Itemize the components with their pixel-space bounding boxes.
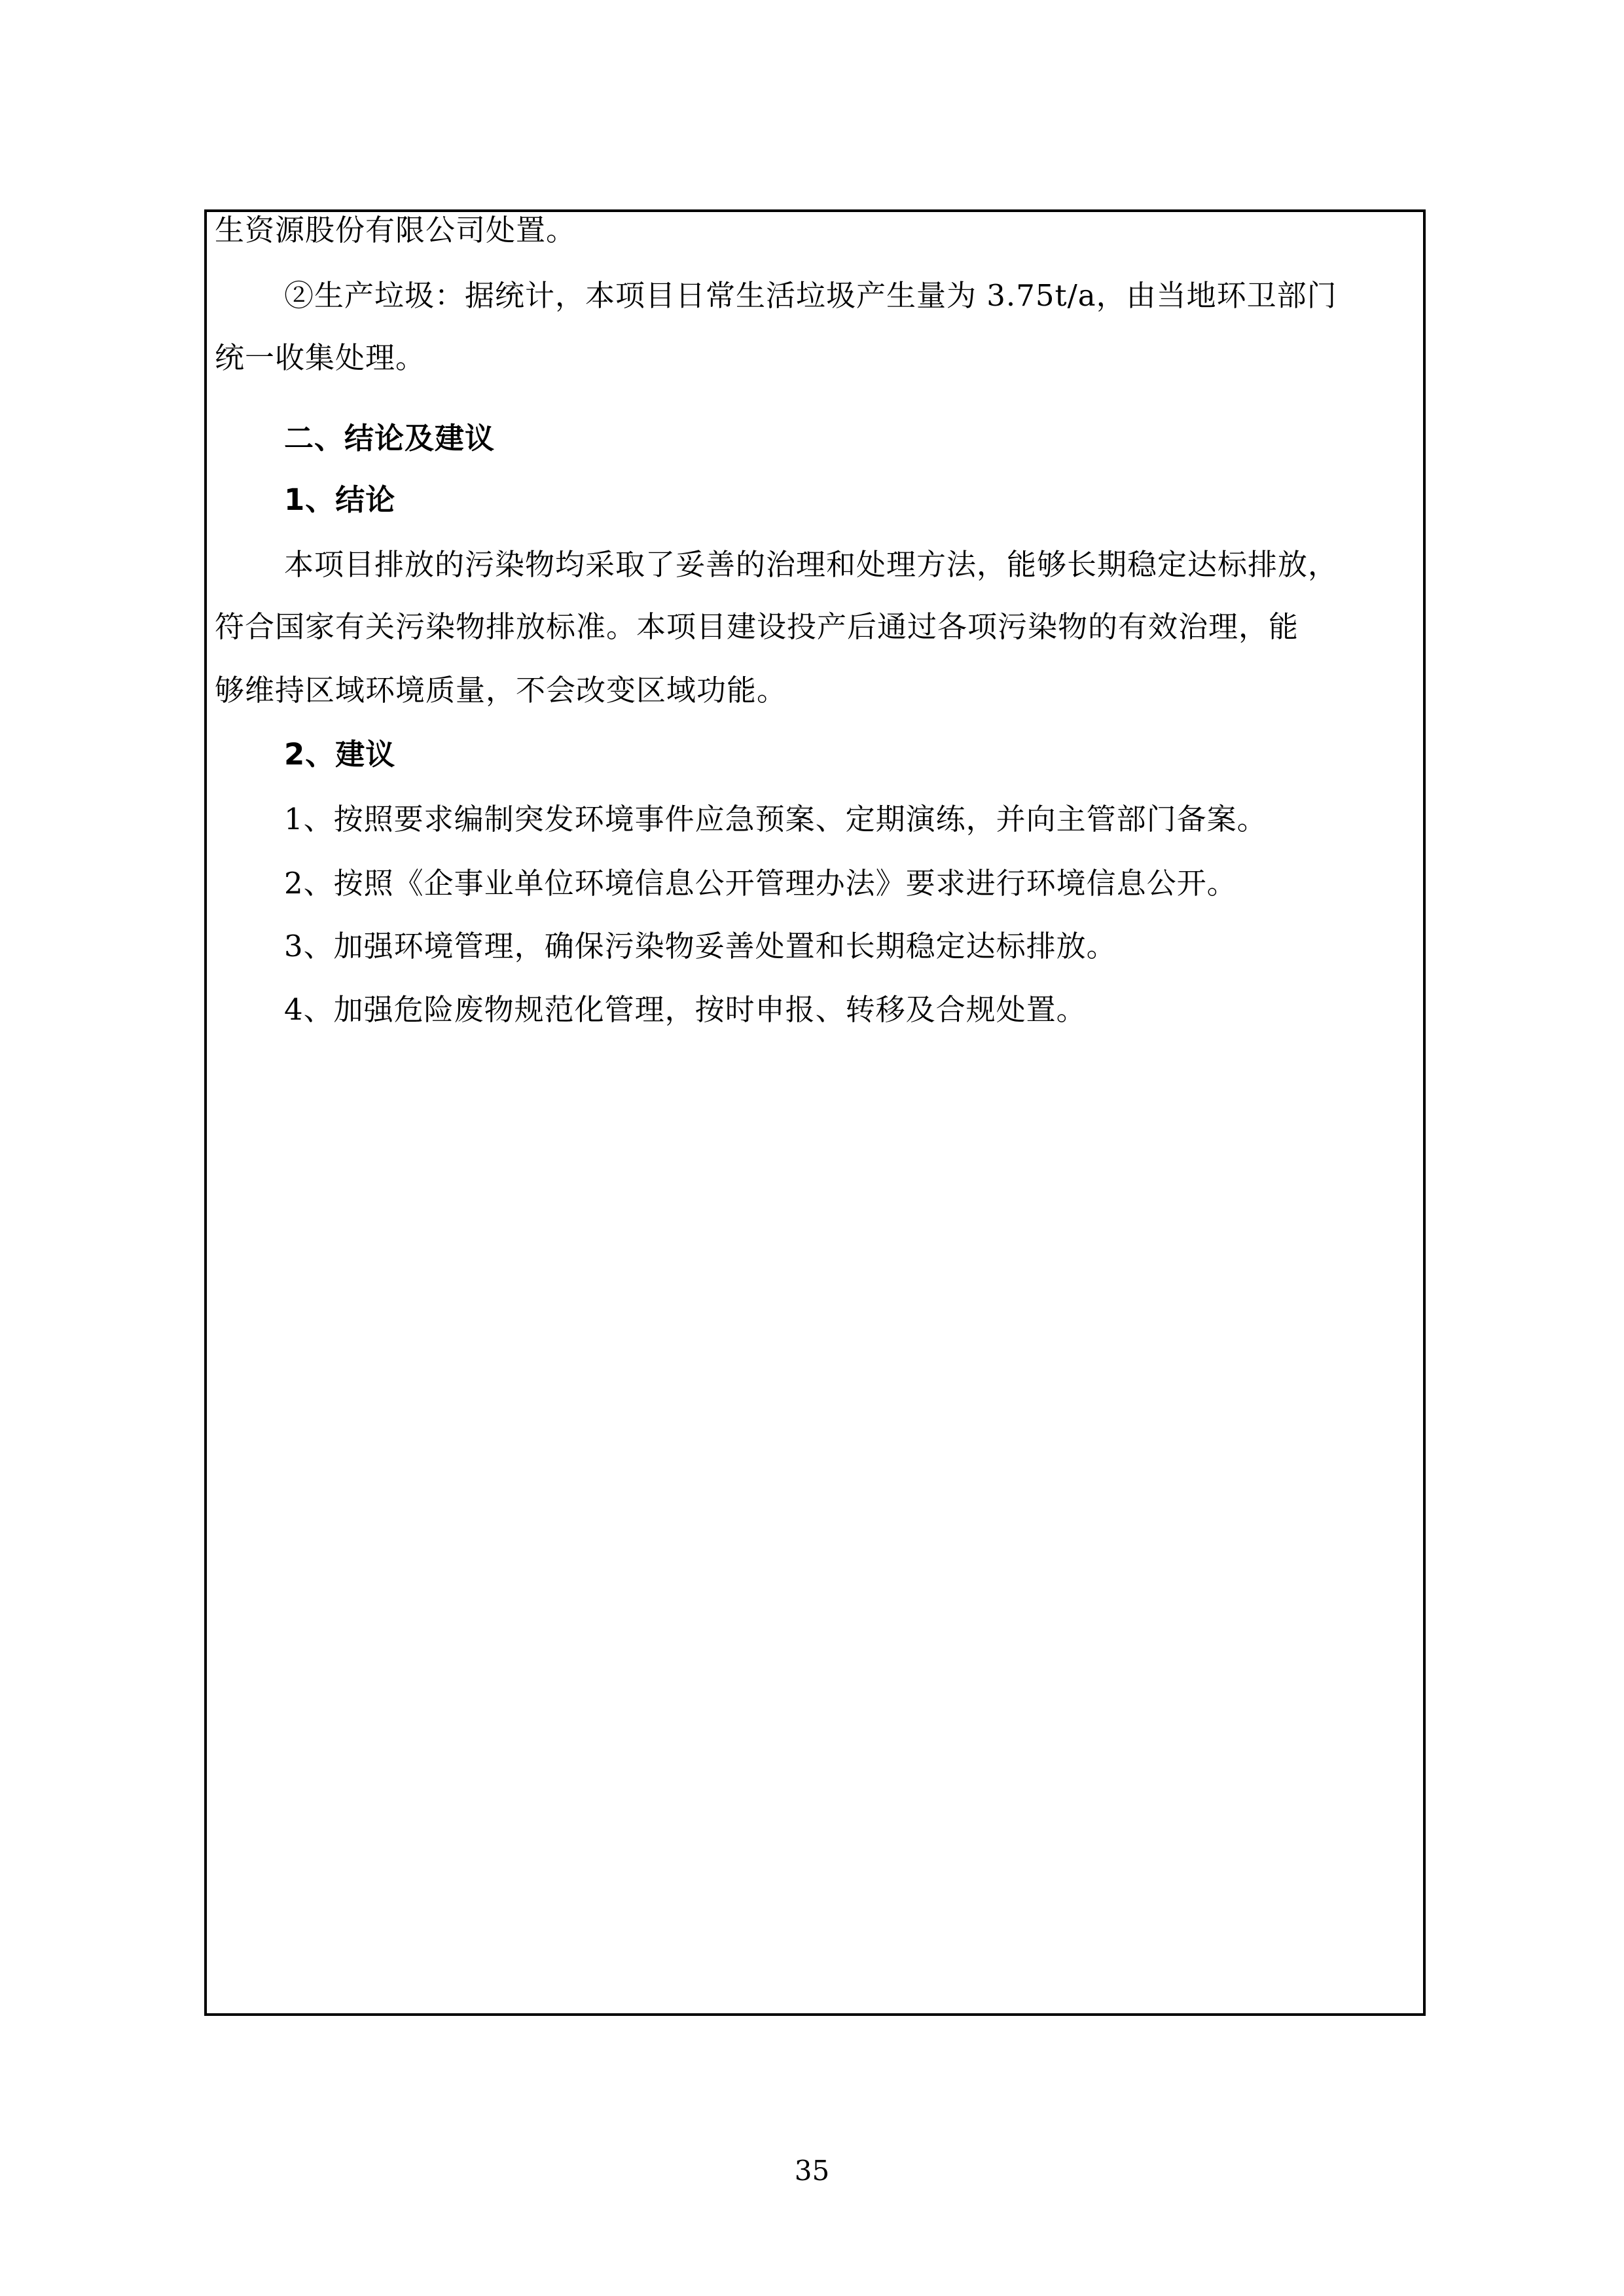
section-heading: 二、结论及建议 (284, 421, 496, 456)
suggestion-item: 1、按照要求编制突发环境事件应急预案、定期演练，并向主管部门备案。 (284, 802, 1267, 836)
page-number: 35 (794, 2155, 830, 2187)
suggestion-item: 3、加强环境管理，确保污染物妥善处置和长期稳定达标排放。 (284, 929, 1117, 963)
subheading-suggestion: 2、建议 (284, 737, 396, 772)
paragraph-line: 本项目排放的污染物均采取了妥善的治理和处理方法，能够长期稳定达标排放， (284, 547, 1339, 582)
text-line: ②生产垃圾：据统计，本项目日常生活垃圾产生量为 3.75t/a，由当地环卫部门 (284, 278, 1337, 313)
text-line: 统一收集处理。 (215, 340, 426, 375)
suggestion-item: 2、按照《企事业单位环境信息公开管理办法》要求进行环境信息公开。 (284, 866, 1237, 901)
paragraph-line: 够维持区域环境质量，不会改变区域功能。 (215, 673, 787, 708)
paragraph-line: 符合国家有关污染物排放标准。本项目建设投产后通过各项污染物的有效治理，能 (215, 609, 1299, 644)
text-line: 生资源股份有限公司处置。 (215, 213, 577, 247)
subheading-conclusion: 1、结论 (284, 482, 396, 517)
suggestion-item: 4、加强危险废物规范化管理，按时申报、转移及合规处置。 (284, 992, 1087, 1027)
